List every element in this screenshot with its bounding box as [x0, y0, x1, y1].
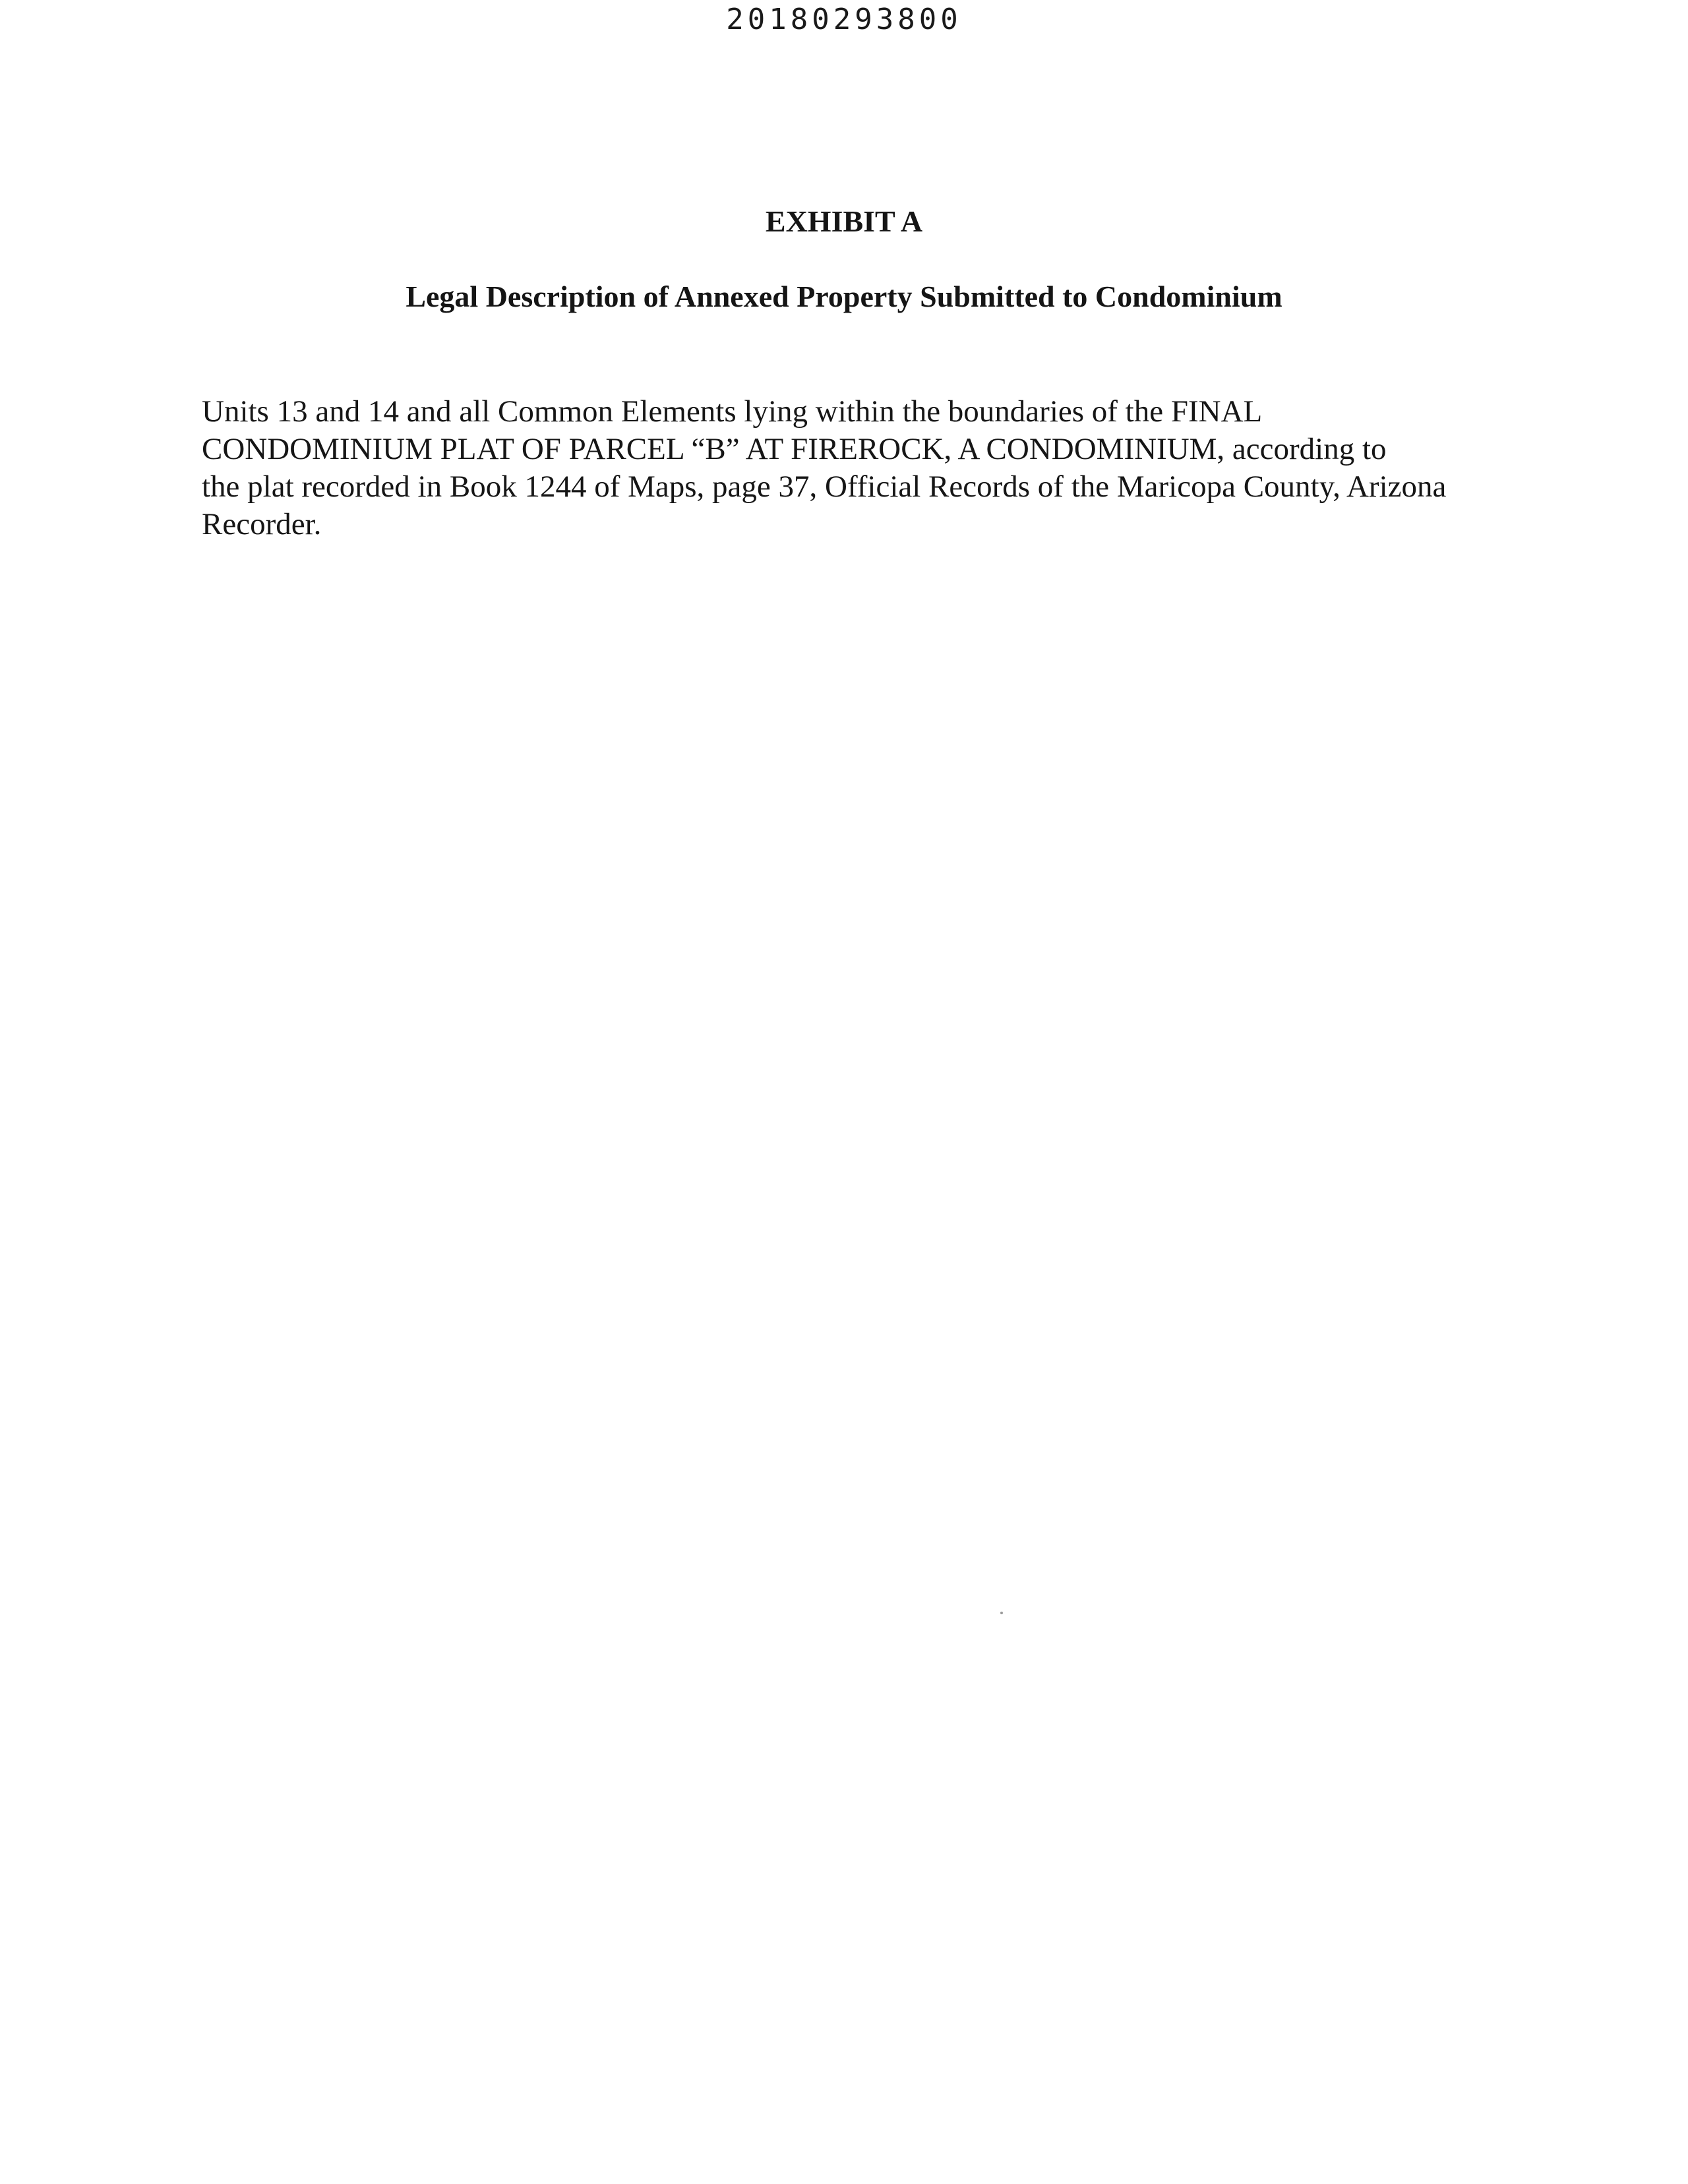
legal-description-line: CONDOMINIUM PLAT OF PARCEL “B” AT FIREROCK, A CONDOMINIUM, according to	[202, 432, 1387, 466]
legal-description-line: Units 13 and 14 and all Common Elements lying within the boundaries of the FINAL	[202, 394, 1263, 429]
legal-description-line: Recorder.	[202, 507, 322, 541]
scan-speck	[1000, 1612, 1003, 1614]
exhibit-title: EXHIBIT A	[765, 204, 923, 238]
recording-number: 20180293800	[726, 3, 962, 36]
exhibit-subtitle: Legal Description of Annexed Property Submitted to Condominium	[406, 280, 1282, 313]
legal-description-paragraph	[202, 393, 1521, 543]
legal-description-line: the plat recorded in Book 1244 of Maps, page 37, Official Records of the Maricopa County, Arizona	[202, 470, 1447, 504]
